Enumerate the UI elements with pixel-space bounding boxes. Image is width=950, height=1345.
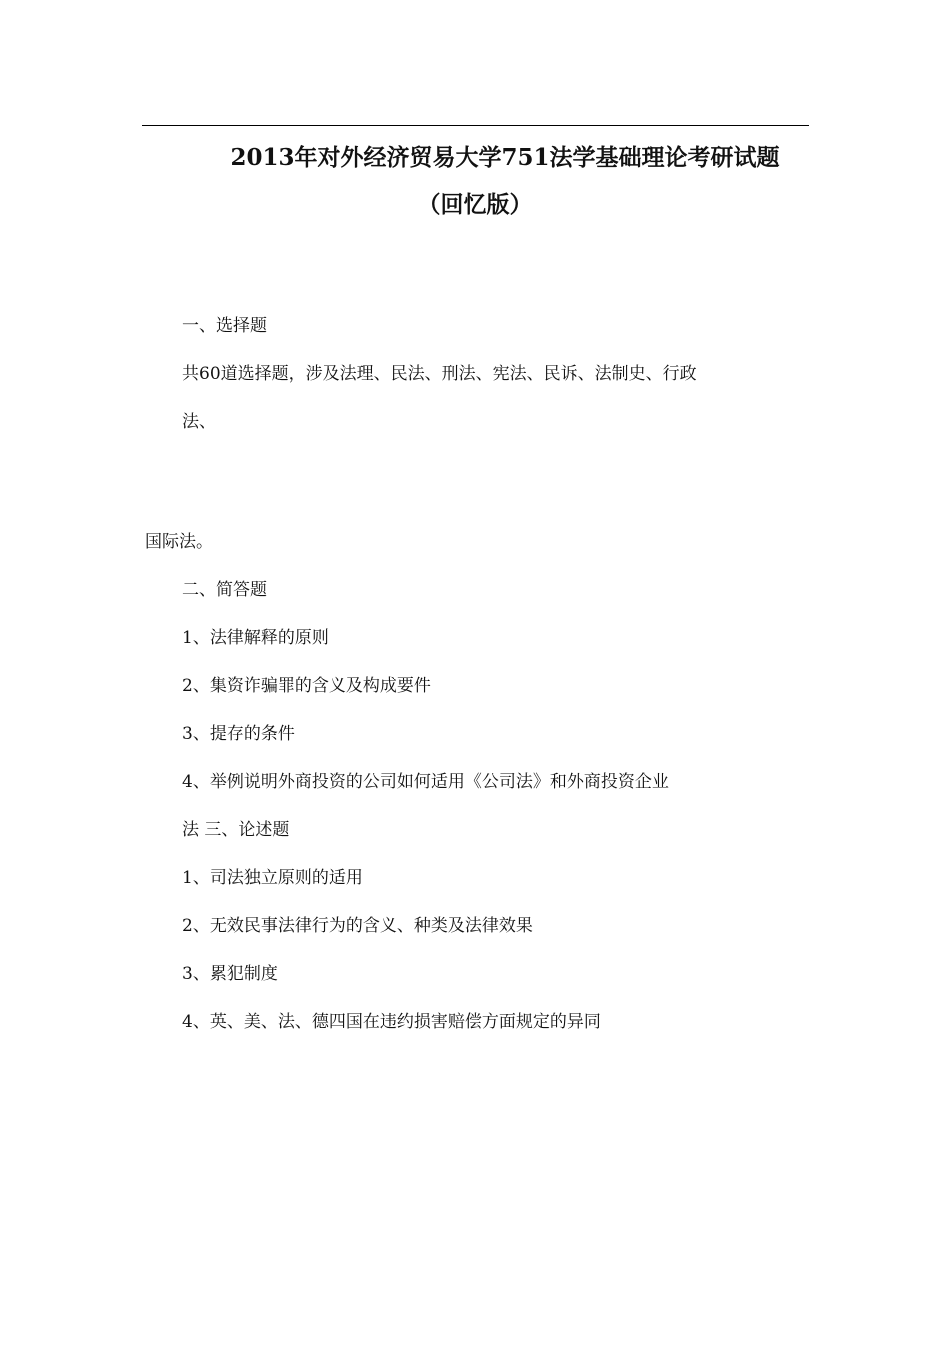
list-item: 2、集资诈骗罪的含义及构成要件 bbox=[182, 676, 431, 696]
list-item: 4、举例说明外商投资的公司如何适用《公司法》和外商投资企业 bbox=[182, 772, 669, 792]
document-subtitle: （回忆版） bbox=[417, 191, 533, 218]
list-item: 3、累犯制度 bbox=[182, 964, 278, 984]
paragraph-line: 国际法。 bbox=[145, 532, 213, 552]
section-heading-short-answer: 二、简答题 bbox=[182, 580, 267, 600]
section-heading-choice: 一、选择题 bbox=[182, 316, 267, 336]
document-title: 2013年对外经济贸易大学751法学基础理论考研试题 bbox=[230, 144, 780, 171]
list-item: 3、提存的条件 bbox=[182, 724, 295, 744]
list-item: 4、英、美、法、德四国在违约损害赔偿方面规定的异同 bbox=[182, 1012, 601, 1032]
list-item: 2、无效民事法律行为的含义、种类及法律效果 bbox=[182, 916, 533, 936]
list-item: 1、法律解释的原则 bbox=[182, 628, 329, 648]
list-item: 1、司法独立原则的适用 bbox=[182, 868, 363, 888]
header-rule bbox=[142, 125, 809, 126]
section-heading-essay: 法 三、论述题 bbox=[182, 820, 290, 840]
paragraph-line: 共60道选择题，涉及法理、民法、刑法、宪法、民诉、法制史、行政 bbox=[182, 364, 697, 384]
paragraph-line: 法、 bbox=[182, 412, 216, 432]
